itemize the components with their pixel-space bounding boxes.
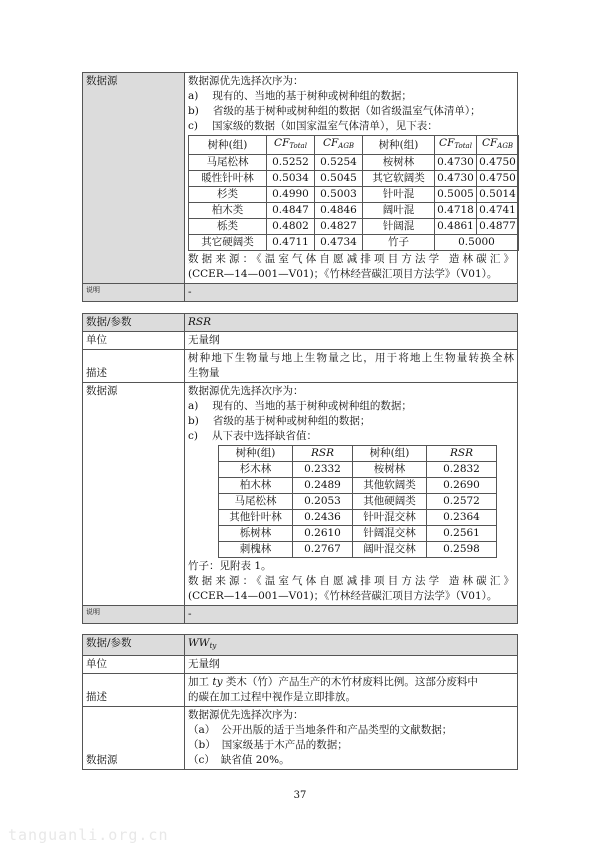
option-b: （b） 国家级基于木产品的数据；: [188, 739, 348, 751]
col-header-species-2: 树种(组): [353, 446, 427, 462]
col-header-species: 树种(组): [189, 136, 267, 155]
table-row: 暖性针叶林 0.5034 0.5045 其它软阔类 0.4730 0.4750: [189, 171, 519, 187]
data-source-content: [185, 707, 518, 770]
ww-parameter-block: [82, 634, 518, 770]
desc-line-2: 生物量: [188, 367, 220, 379]
col-header-rsr-2: RSR: [427, 446, 497, 462]
option-b: b) 省级的基于树种或树种组的数据（如省级温室气体清单）；: [188, 105, 481, 117]
note-value: -: [185, 284, 518, 302]
option-c: c) 国家级的数据（如国家温室气体清单），见下表：: [188, 120, 438, 132]
source-citation: 数据来源：《温室气体自愿减排项目方法学 造林碳汇》: [188, 253, 514, 265]
param-label: 数据/参数: [83, 635, 185, 656]
desc-line-2: 的碳在加工过程中视作是立即排放。: [188, 691, 356, 703]
desc-label: 描述: [83, 674, 185, 707]
unit-value: 无量纲: [185, 656, 518, 674]
source-citation: 数据来源：《温室气体自愿减排项目方法学 造林碳汇》: [188, 575, 514, 587]
col-header-species: 树种(组): [219, 446, 293, 462]
data-source-label: 数据源: [83, 383, 185, 606]
unit-label: 单位: [83, 656, 185, 674]
rsr-parameter-block: [82, 313, 518, 624]
rsr-table: [218, 445, 497, 558]
data-source-content: [185, 73, 518, 284]
desc-value: [185, 674, 518, 707]
param-label: 数据/参数: [83, 314, 185, 332]
table-row: 其他针叶林 0.2436 针叶混交林 0.2364: [219, 510, 497, 526]
page-number: 37: [293, 790, 307, 801]
table-row: 柏木类 0.4847 0.4846 阔叶混 0.4718 0.4741: [189, 203, 519, 219]
table-row: 马尾松林 0.5252 0.5254 桉树林 0.4730 0.4750: [189, 155, 519, 171]
table-row: 其它硬阔类 0.4711 0.4734 竹子 0.5000: [189, 235, 519, 251]
rsr-table-header: [219, 446, 497, 462]
desc-line-1: 加工 ty 类木（竹）产品生产的木竹材废料比例。这部分废料中: [188, 676, 478, 688]
option-c: （c） 缺省值 20%。: [188, 754, 290, 766]
col-header-cf-total: $CF_{Total}$: [267, 136, 315, 155]
data-source-label: 数据源: [83, 707, 185, 770]
param-value: RSR: [185, 314, 518, 332]
bamboo-note: 竹子：见附表 1。: [188, 560, 272, 572]
data-source-label: 数据源: [83, 73, 185, 284]
option-a: （a） 公开出版的适于当地条件和产品类型的文献数据；: [188, 724, 453, 736]
unit-label: 单位: [83, 332, 185, 350]
table-row: 刺槐林 0.2767 阔叶混交林 0.2598: [219, 542, 497, 558]
col-header-rsr: RSR: [293, 446, 353, 462]
source-intro: 数据源优先选择次序为：: [188, 385, 304, 397]
col-header-cf-agb: $CF_{AGB}$: [315, 136, 363, 155]
desc-line-1: 树种地下生物量与地上生物量之比，用于将地上生物量转换全林: [188, 352, 514, 364]
source-citation-2: (CCER—14—001—V01)；《竹林经营碳汇项目方法学》（V01）。: [188, 590, 498, 602]
cf-table: [188, 135, 519, 251]
table-row: 栎类 0.4802 0.4827 针阔混 0.4861 0.4877: [189, 219, 519, 235]
note-label: 说明: [83, 284, 185, 302]
cf-parameter-block: [82, 72, 518, 302]
source-intro: 数据源优先选择次序为：: [188, 709, 304, 721]
data-source-content: [185, 383, 518, 606]
option-b: b) 省级的基于树种或树种组的数据；: [188, 415, 371, 427]
cf-table-header: [189, 136, 519, 155]
desc-value: [185, 350, 518, 383]
source-intro: 数据源优先选择次序为：: [188, 75, 304, 87]
col-header-species-2: 树种(组): [363, 136, 435, 155]
note-label: 说明: [83, 606, 185, 624]
watermark: tanguanli.org.cn: [8, 826, 169, 844]
col-header-cf-total-2: $CF_{Total}$: [435, 136, 477, 155]
note-value: -: [185, 606, 518, 624]
option-c: c) 从下表中选择缺省值：: [188, 430, 317, 442]
table-row: 柏木林 0.2489 其他软阔类 0.2690: [219, 478, 497, 494]
table-row: 杉木林 0.2332 桉树林 0.2832: [219, 462, 497, 478]
option-a: a) 现有的、当地的基于树种或树种组的数据；: [188, 90, 412, 102]
unit-value: 无量纲: [185, 332, 518, 350]
source-citation-2: (CCER—14—001—V01)；《竹林经营碳汇项目方法学》（V01）。: [188, 268, 498, 280]
table-row: 栎树林 0.2610 针阔混交林 0.2561: [219, 526, 497, 542]
param-value: $WW_{ty}$: [185, 635, 518, 656]
option-a: a) 现有的、当地的基于树种或树种组的数据；: [188, 400, 412, 412]
table-row: 杉类 0.4990 0.5003 针叶混 0.5005 0.5014: [189, 187, 519, 203]
table-row: 马尾松林 0.2053 其他硬阔类 0.2572: [219, 494, 497, 510]
desc-label: 描述: [83, 350, 185, 383]
col-header-cf-agb-2: $CF_{AGB}$: [477, 136, 519, 155]
